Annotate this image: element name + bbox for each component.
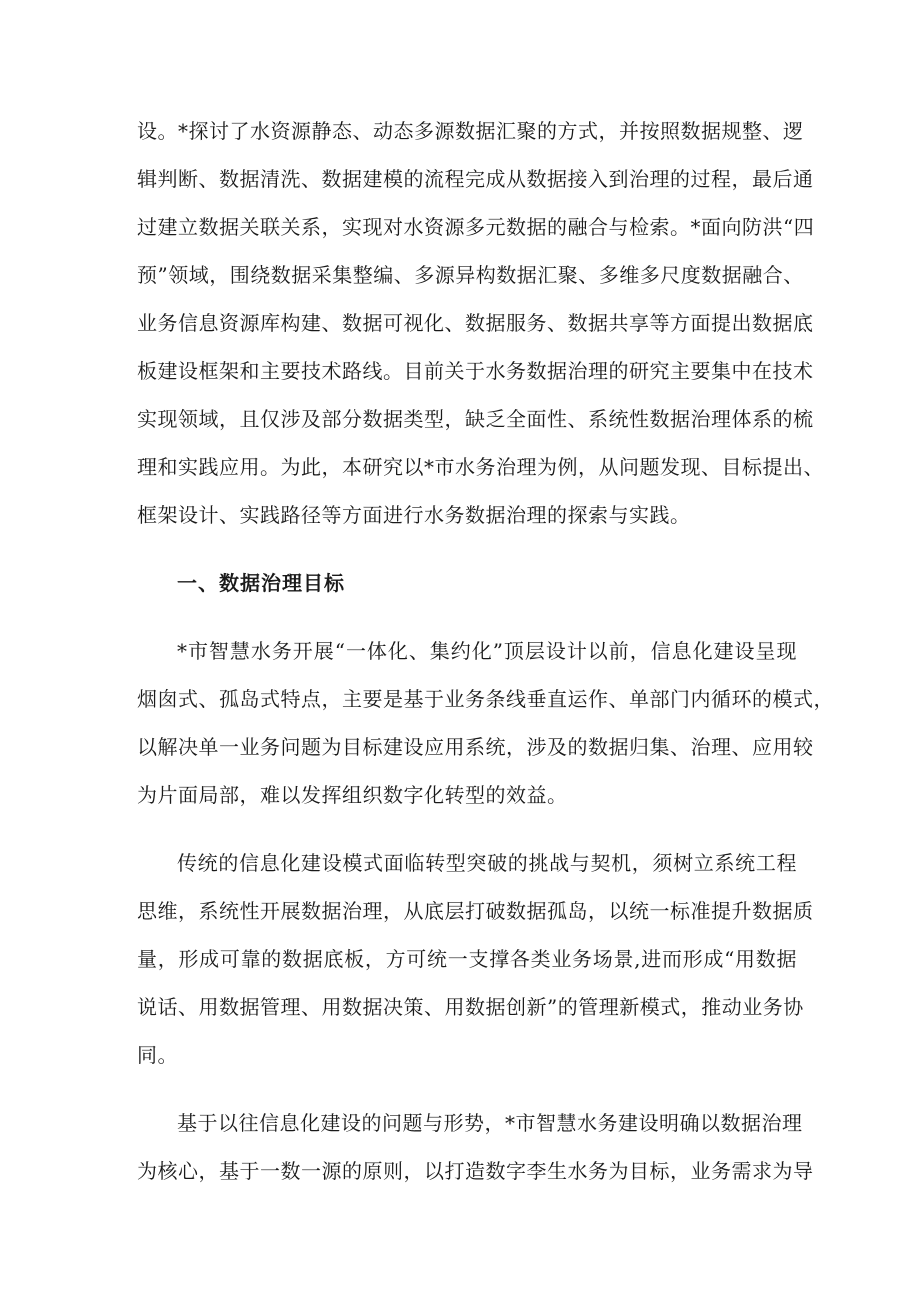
paragraph-line: 说话、用数据管理、用数据决策、用数据创新”的管理新模式，推动业务协	[137, 995, 804, 1019]
paragraph-line: 板建设框架和主要技术路线。目前关于水务数据治理的研究主要集中在技术	[137, 359, 814, 383]
section-heading: 一、数据治理目标	[177, 571, 345, 595]
paragraph-line: 设。*探讨了水资源静态、动态多源数据汇聚的方式，并按照数据规整、逻	[137, 119, 804, 143]
paragraph-line: 过建立数据关联关系，实现对水资源多元数据的融合与检索。*面向防洪“四	[137, 215, 815, 239]
paragraph-line: 以解决单一业务问题为目标建设应用系统，涉及的数据归集、治理、应用较	[137, 735, 814, 759]
paragraph-line: 传统的信息化建设模式面临转型突破的挑战与契机，须树立系统工程	[177, 851, 797, 875]
paragraph-line: 基于以往信息化建设的问题与形势，*市智慧水务建设明确以数据治理	[177, 1111, 803, 1135]
paragraph-line: 思维，系统性开展数据治理，从底层打破数据孤岛，以统一标准提升数据质	[137, 899, 814, 923]
paragraph-line: 辑判断、数据清洗、数据建模的流程完成从数据接入到治理的过程，最后通	[137, 167, 814, 191]
paragraph-line: 烟囱式、孤岛式特点，主要是基于业务条线垂直运作、单部门内循环的模式，	[137, 687, 834, 711]
paragraph-line: 为片面局部，难以发挥组织数字化转型的效益。	[137, 783, 568, 807]
paragraph-line: *市智慧水务开展“一体化、集约化”顶层设计以前，信息化建设呈现	[177, 639, 797, 663]
paragraph-line: 预”领域，围绕数据采集整编、多源异构数据汇聚、多维多尺度数据融合、	[137, 263, 804, 287]
paragraph-line: 同。	[137, 1043, 178, 1067]
paragraph-line: 实现领域，且仅涉及部分数据类型，缺乏全面性、系统性数据治理体系的梳	[137, 407, 814, 431]
paragraph-line: 理和实践应用。为此，本研究以*市水务治理为例，从问题发现、目标提出、	[137, 455, 824, 479]
paragraph-line: 为核心，基于一数一源的原则，以打造数字李生水务为目标，业务需求为导	[137, 1159, 814, 1183]
paragraph-line: 业务信息资源库构建、数据可视化、数据服务、数据共享等方面提出数据底	[137, 311, 814, 335]
paragraph-line: 量，形成可靠的数据底板，方可统一支撑各类业务场景,进而形成“用数据	[137, 947, 797, 971]
paragraph-line: 框架设计、实践路径等方面进行水务数据治理的探索与实践。	[137, 503, 691, 527]
